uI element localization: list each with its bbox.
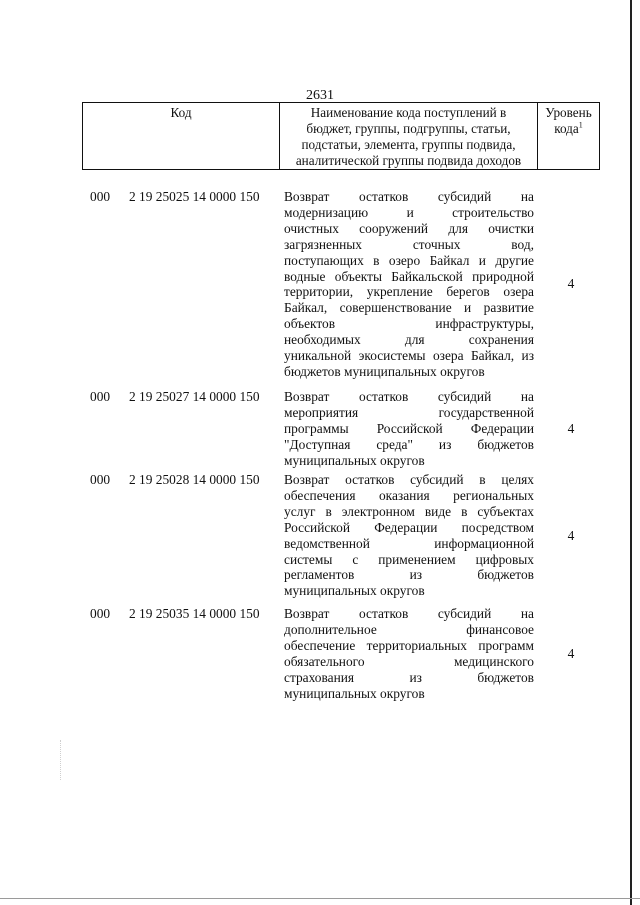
row-revenue-code: 2 19 25035 14 0000 150: [129, 606, 260, 621]
description-line: загрязненных сточных вод,: [284, 236, 534, 252]
description-line: Возврат остатков субсидий в целях: [284, 472, 534, 487]
header-code: [83, 103, 280, 169]
description-line: объектов инфраструктуры,: [284, 316, 534, 332]
row-admin-code: 000: [90, 606, 111, 621]
description-line: муниципальных округов: [284, 452, 425, 468]
description-line: дополнительное финансовое: [284, 621, 534, 637]
table-row: [0, 389, 640, 469]
row-level: 4: [567, 276, 575, 292]
description-line: уникальной экосистемы озера Байкал, из: [284, 348, 534, 364]
header-level-footnote: 1: [578, 120, 583, 130]
description-line: системы с применением цифровых: [284, 551, 534, 567]
description-line: модернизацию и строительство: [284, 204, 534, 220]
row-revenue-code: 2 19 25028 14 0000 150: [129, 472, 260, 487]
description-line: очистных сооружений для очистки: [284, 220, 534, 236]
description-line: муниципальных округов: [284, 583, 425, 599]
description-line: страхования из бюджетов: [284, 669, 534, 685]
description-line: муниципальных округов: [284, 685, 425, 701]
description-line: поступающих в озеро Байкал и другие: [284, 252, 534, 268]
row-admin-code: 000: [90, 472, 111, 487]
header-level-line-2: [538, 121, 599, 137]
header-name-line: бюджет, группы, подгруппы, статьи,: [306, 121, 511, 136]
header-name-line: Наименование кода поступлений в: [310, 105, 507, 120]
header-level-label: кода: [554, 121, 579, 136]
row-admin-code: 000: [90, 389, 111, 404]
row-level: 4: [567, 527, 575, 543]
description-line: территории, укрепление берегов озера: [284, 284, 534, 300]
description-line: услуг в электронном виде в субъектах: [284, 503, 534, 519]
row-description: [284, 472, 534, 599]
row-level: 4: [567, 645, 575, 661]
description-line: Возврат остатков субсидий на: [284, 606, 534, 621]
row-admin-code: 000: [90, 189, 111, 204]
row-description: [284, 189, 534, 380]
header-level-line: Уровень: [545, 105, 592, 120]
description-line: Российской Федерации посредством: [284, 519, 534, 535]
description-line: бюджетов муниципальных округов: [284, 363, 485, 379]
table-header: [82, 102, 600, 170]
description-line: обеспечение территориальных программ: [284, 637, 534, 653]
description-line: обеспечения оказания региональных: [284, 487, 534, 503]
description-line: ведомственной информационной: [284, 535, 534, 551]
description-line: обязательного медицинского: [284, 653, 534, 669]
description-line: мероприятия государственной: [284, 404, 534, 420]
page-number: 2631: [306, 88, 334, 103]
header-code-label: Код: [170, 105, 192, 120]
description-line: водные объекты Байкальской природной: [284, 268, 534, 284]
row-revenue-code: 2 19 25027 14 0000 150: [129, 389, 260, 404]
description-line: регламентов из бюджетов: [284, 567, 534, 583]
description-line: Байкал, совершенствование и развитие: [284, 300, 534, 316]
table-row: [0, 472, 640, 599]
description-line: программы Российской Федерации: [284, 420, 534, 436]
table-row: [0, 189, 640, 380]
scan-margin-mark: [60, 740, 62, 780]
row-revenue-code: 2 19 25025 14 0000 150: [129, 189, 260, 204]
header-name: [280, 103, 538, 169]
header-name-line: аналитической группы подвида доходов: [295, 153, 522, 168]
header-level: [538, 103, 599, 169]
row-description: [284, 389, 534, 469]
scan-edge-bottom: [0, 898, 640, 899]
row-description: [284, 606, 534, 701]
header-name-line: подстатьи, элемента, группы подвида,: [301, 137, 516, 152]
description-line: "Доступная среда" из бюджетов: [284, 436, 534, 452]
description-line: необходимых для сохранения: [284, 332, 534, 348]
table-row: [0, 606, 640, 701]
description-line: Возврат остатков субсидий на: [284, 389, 534, 404]
description-line: Возврат остатков субсидий на: [284, 189, 534, 204]
row-level: 4: [567, 420, 575, 436]
